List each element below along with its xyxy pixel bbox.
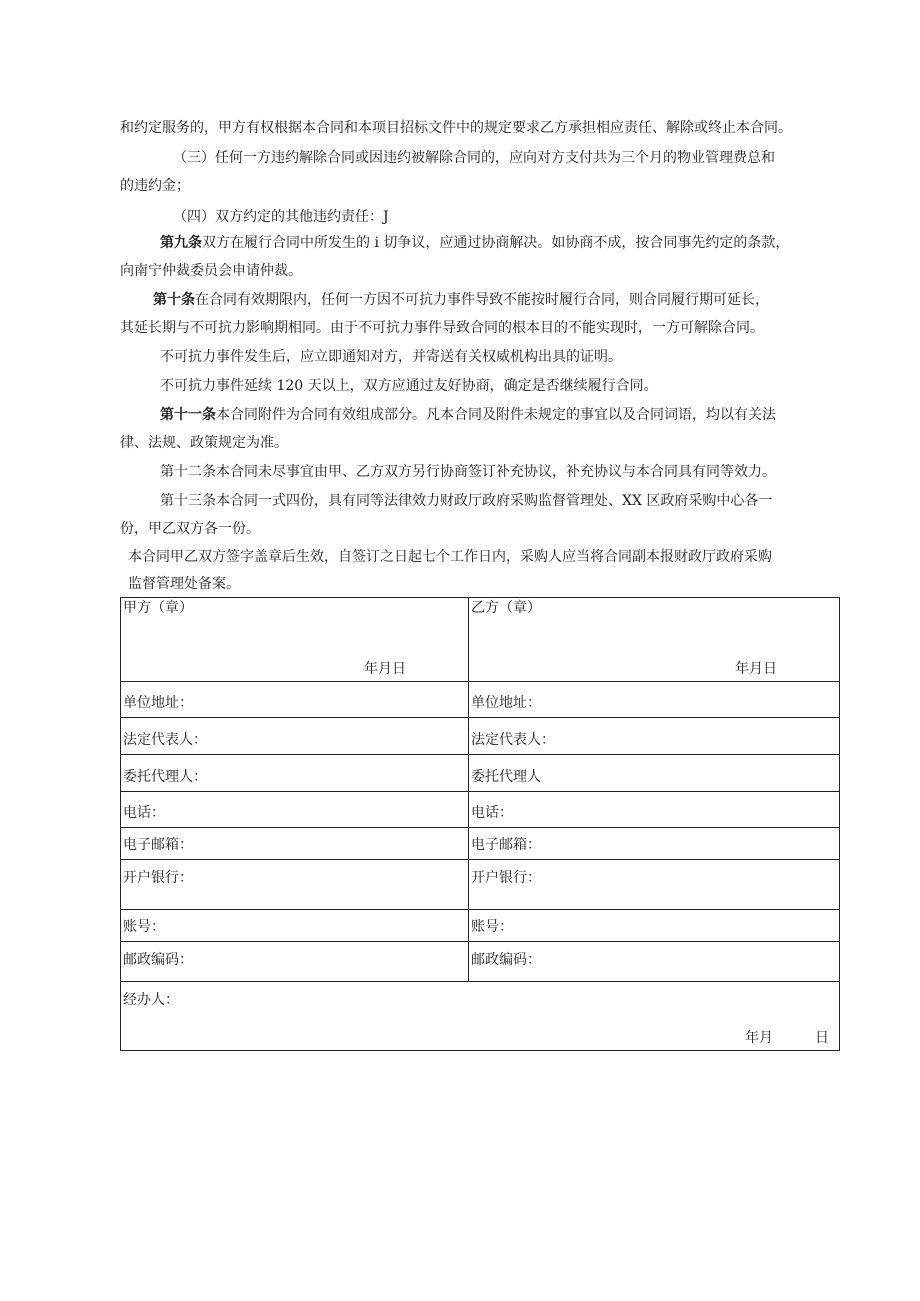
party-b-date: 年月日 — [735, 661, 777, 677]
paragraph-line: 和约定服务的，甲方有权根据本合同和本项目招标文件中的规定要求乙方承担相应责任、解除或终止本合同。 — [120, 120, 792, 136]
paragraph-line: 份，甲乙双方各一份。 — [120, 521, 260, 537]
party-a-email: 电子邮箱： — [121, 828, 469, 860]
paragraph-line: 不可抗力事件发生后，应立即通知对方，并寄送有关权威机构出具的证明。 — [160, 349, 622, 365]
table-row — [121, 682, 840, 718]
party-a-cell — [121, 598, 469, 682]
party-a-account: 账号： — [121, 910, 469, 942]
party-a-bank: 开户银行： — [121, 860, 469, 910]
table-row — [121, 598, 840, 682]
paragraph-line — [160, 233, 789, 253]
paragraph-line: 向南宁仲裁委员会申请仲裁。 — [120, 263, 302, 279]
article-text: 本合同附件为合同有效组成部分。凡本合同及附件未规定的事宜以及合同词语，均以有关法 — [216, 407, 776, 423]
party-b-phone: 电话： — [469, 792, 840, 828]
handler-date-day: 日 — [815, 1030, 829, 1046]
table-row — [121, 718, 840, 755]
handler-label: 经办人： — [123, 992, 179, 1008]
party-b-cell — [469, 598, 840, 682]
signature-table — [120, 597, 840, 1051]
table-row — [121, 792, 840, 828]
paragraph-line: 第十三条本合同一式四份，具有同等法律效力财政厅政府采购监督管理处、XX 区政府采购中心各一 — [160, 493, 773, 509]
table-row — [121, 755, 840, 792]
paragraph-line: （四）双方约定的其他违约责任：J — [173, 209, 389, 225]
party-a-address: 单位地址： — [121, 682, 469, 718]
paragraph-line: （三）任何一方违约解除合同或因违约被解除合同的，应向对方支付共为三个月的物业管理费总和 — [173, 150, 775, 166]
party-a-agent: 委托代理人： — [121, 755, 469, 792]
paragraph-line: 本合同甲乙双方签字盖章后生效，自签订之日起七个工作日内，采购人应当将合同副本报财政厅政府采购 — [128, 549, 772, 565]
article-text: 在合同有效期限内，任何一方因不可抗力事件导致不能按时履行合同，则合同履行期可延长， — [195, 292, 769, 308]
handler-date-year-month: 年月 — [745, 1030, 773, 1046]
article-number: 第十条 — [153, 292, 195, 308]
paragraph-line: 其延长期与不可抗力影响期相同。由于不可抗力事件导致合同的根本目的不能实现时，一方可解除合同。 — [120, 320, 764, 336]
paragraph-line — [160, 405, 776, 425]
party-a-phone: 电话： — [121, 792, 469, 828]
party-b-agent: 委托代理人 — [469, 755, 840, 792]
party-a-postcode: 邮政编码： — [121, 942, 469, 982]
party-b-address: 单位地址： — [469, 682, 840, 718]
paragraph-line: 的违约金； — [120, 178, 190, 194]
table-row — [121, 860, 840, 910]
party-a-date: 年月日 — [364, 661, 406, 677]
party-a-label: 甲方（章） — [123, 600, 193, 616]
table-row — [121, 942, 840, 982]
paragraph-line: 律、法规、政策规定为准。 — [120, 435, 288, 451]
article-number: 第九条 — [160, 235, 202, 251]
party-b-email: 电子邮箱： — [469, 828, 840, 860]
table-row — [121, 910, 840, 942]
article-number: 第十一条 — [160, 407, 216, 423]
party-b-account: 账号： — [469, 910, 840, 942]
party-b-label: 乙方（章） — [471, 600, 541, 616]
table-row — [121, 828, 840, 860]
table-row — [121, 982, 840, 1051]
paragraph-line — [153, 290, 769, 310]
party-b-bank: 开户银行： — [469, 860, 840, 910]
party-b-postcode: 邮政编码： — [469, 942, 840, 982]
party-b-legal-rep: 法定代表人： — [469, 718, 840, 755]
handler-cell — [121, 982, 840, 1051]
party-a-legal-rep: 法定代表人： — [121, 718, 469, 755]
paragraph-line: 监督管理处备案。 — [128, 576, 240, 592]
paragraph-line: 不可抗力事件延续 120 天以上，双方应通过友好协商，确定是否继续履行合同。 — [160, 378, 658, 394]
article-text: 双方在履行合同中所发生的 i 切争议，应通过协商解决。如协商不成，按合同事先约定的条款， — [202, 235, 790, 251]
paragraph-line: 第十二条本合同未尽事宜由甲、乙方双方另行协商签订补充协议，补充协议与本合同具有同等效力。 — [160, 464, 776, 480]
